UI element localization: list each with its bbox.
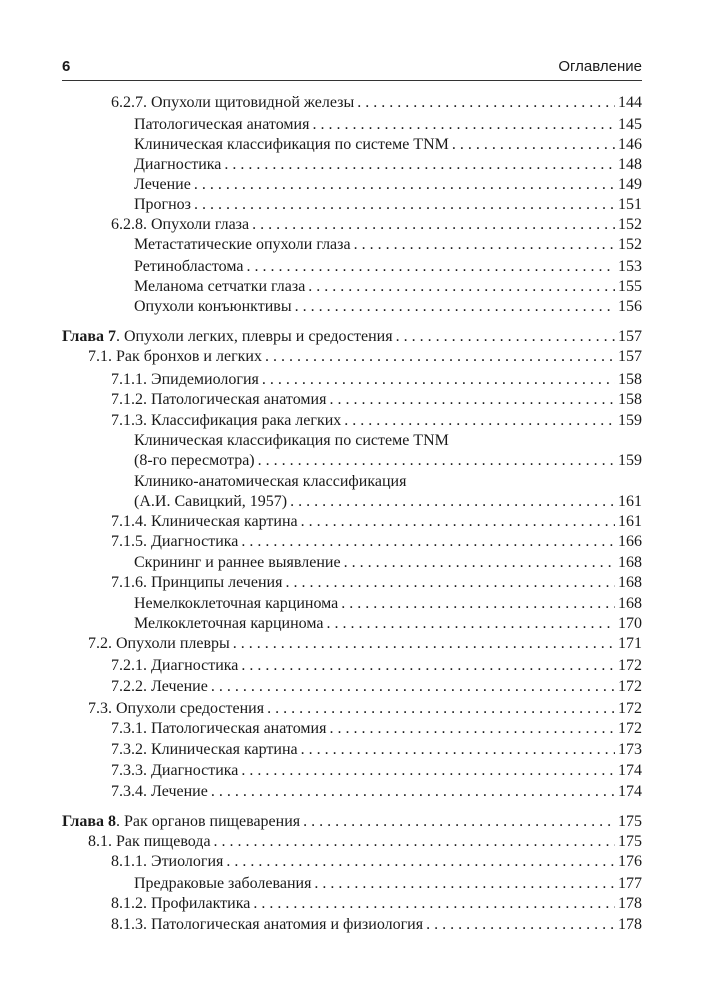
toc-entry-text: Клиническая классификация по системе TNM <box>134 432 449 449</box>
toc-entry-page: 175 <box>618 833 642 850</box>
dot-leader <box>253 894 615 914</box>
toc-entry-page: 158 <box>618 371 642 388</box>
toc-entry-title <box>111 215 249 235</box>
toc-entry-text: 6.2.7. Опухоли щитовидной железы <box>111 94 355 111</box>
toc-entry-text: Клинико-анатомическая классификация <box>134 473 407 490</box>
toc-entry <box>134 155 642 175</box>
toc-entry-title <box>111 852 223 872</box>
toc-entry-title <box>134 431 449 451</box>
toc-entry-title <box>88 699 264 719</box>
dot-leader <box>285 573 615 593</box>
toc-entry <box>134 492 642 512</box>
toc-entry <box>134 257 642 277</box>
toc-entry <box>134 235 642 255</box>
toc-entry-page: 172 <box>618 678 642 695</box>
toc-entry-text: Ретинобластома <box>134 258 244 275</box>
dot-leader <box>329 719 615 739</box>
toc-entry-page: 157 <box>618 328 642 345</box>
toc-entry <box>111 411 642 431</box>
dot-leader <box>233 634 615 654</box>
toc-entry-title <box>111 390 326 410</box>
toc-entry-title <box>134 115 309 135</box>
toc-entry-title <box>134 235 351 255</box>
toc-entry <box>111 915 642 935</box>
toc-entry-page: 151 <box>618 196 642 213</box>
toc-entry <box>111 532 642 552</box>
toc-entry-text: 8.1. Рак пищевода <box>88 833 211 850</box>
toc-entry-page: 144 <box>618 94 642 111</box>
dot-leader <box>241 532 615 552</box>
toc-entry-text: Клиническая классификация по системе TNM <box>134 136 449 153</box>
toc-entry-title <box>134 874 311 894</box>
toc-entry <box>134 874 642 894</box>
toc-entry-page: 153 <box>618 258 642 275</box>
toc-entry-text: 8.1.2. Профилактика <box>111 895 251 912</box>
toc-entry-title <box>111 411 341 431</box>
dot-leader <box>241 656 615 676</box>
toc-entry <box>134 614 642 634</box>
toc-entry-page: 168 <box>618 554 642 571</box>
toc-entry <box>111 740 642 760</box>
toc-entry-text: 7.1.2. Патологическая анатомия <box>111 391 327 408</box>
toc-entry-title <box>111 93 354 113</box>
toc-entry <box>88 832 642 852</box>
toc-entry-text: 7.3.3. Диагностика <box>111 762 239 779</box>
toc-entry-text: (А.И. Савицкий, 1957) <box>134 493 288 510</box>
toc-entry <box>111 390 642 410</box>
toc-entry-title <box>134 297 292 317</box>
dot-leader <box>308 277 615 297</box>
toc-entry-title <box>134 257 243 277</box>
chapter-label: Глава 7 <box>62 328 116 345</box>
toc-entry-text: 7.2. Опухоли плевры <box>88 635 230 652</box>
toc-entry-text: 7.1.6. Принципы лечения <box>111 574 283 591</box>
dot-leader <box>246 257 615 277</box>
toc-entry-page: 166 <box>618 533 642 550</box>
dot-leader <box>344 411 615 431</box>
toc-entry-text: Опухоли конъюнктивы <box>134 298 292 315</box>
toc-entry-page: 159 <box>618 452 642 469</box>
toc-entry-page: 168 <box>618 574 642 591</box>
dot-leader <box>258 451 615 471</box>
toc-entry <box>134 115 642 135</box>
toc-entry-text: 7.1. Рак бронхов и легких <box>88 348 262 365</box>
dot-leader <box>357 93 615 113</box>
toc-entry-text: Диагностика <box>134 156 222 173</box>
dot-leader <box>301 512 615 532</box>
toc-entry-page: 145 <box>618 116 642 133</box>
toc-entry-text: Метастатические опухоли глаза <box>134 236 351 253</box>
toc-entry <box>111 215 642 235</box>
page-header <box>62 56 642 81</box>
toc-entry-page: 152 <box>618 216 642 233</box>
toc-entry-text: 7.3.2. Клиническая картина <box>111 741 298 758</box>
toc-entry-text: Мелкоклеточная карцинома <box>134 615 324 632</box>
dot-leader <box>262 370 615 390</box>
dot-leader <box>265 347 615 367</box>
toc-entry-title <box>111 719 326 739</box>
chapter-label: Глава 8 <box>62 813 116 830</box>
toc-entry-text: 7.1.5. Диагностика <box>111 533 239 550</box>
toc-entry <box>134 451 642 471</box>
toc-entry-page: 156 <box>618 298 642 315</box>
toc-entry <box>111 761 642 781</box>
toc-entry-page: 175 <box>618 813 642 830</box>
dot-leader <box>396 327 615 347</box>
toc-entry-text: 7.1.4. Клиническая картина <box>111 513 298 530</box>
toc-entry <box>134 553 642 573</box>
dot-leader <box>354 235 615 255</box>
toc-entry-text: 7.2.2. Лечение <box>111 678 208 695</box>
toc-entry-title <box>111 740 298 760</box>
toc-entry-text: 8.1.1. Этиология <box>111 853 224 870</box>
toc-entry-page: 178 <box>618 895 642 912</box>
dot-leader <box>314 874 615 894</box>
toc-entry-title <box>134 594 338 614</box>
toc-entry-title <box>62 812 300 832</box>
toc-entry <box>134 297 642 317</box>
toc-entry-text: . Рак органов пищеварения <box>116 813 301 830</box>
dot-leader <box>267 699 615 719</box>
toc-entry-page: 178 <box>618 916 642 933</box>
toc-entry-text: Прогноз <box>134 196 191 213</box>
toc-entry-page: 177 <box>618 875 642 892</box>
toc-entry-title <box>111 782 208 802</box>
toc-entry <box>111 573 642 593</box>
toc-entry-title <box>111 370 259 390</box>
toc-entry-page: 159 <box>618 412 642 429</box>
toc-entry-title <box>88 347 262 367</box>
dot-leader <box>341 594 615 614</box>
toc-entry-page: 172 <box>618 720 642 737</box>
toc-entry-title <box>134 155 221 175</box>
dot-leader <box>327 614 616 634</box>
dot-leader <box>301 740 615 760</box>
toc-entry-text: Меланома сетчатки глаза <box>134 278 306 295</box>
toc-entry-title <box>134 277 305 297</box>
toc-entry-text: 7.1.1. Эпидемиология <box>111 371 259 388</box>
toc-entry <box>134 277 642 297</box>
toc-entry-page: 146 <box>618 136 642 153</box>
dot-leader <box>211 782 615 802</box>
toc-entry-title <box>88 634 230 654</box>
toc-entry-text: 7.1.3. Классификация рака легких <box>111 412 342 429</box>
toc-entry <box>134 594 642 614</box>
toc-entry <box>62 327 642 347</box>
toc-entry <box>111 719 642 739</box>
toc-entry-page: 168 <box>618 595 642 612</box>
toc-entry-page: 174 <box>618 762 642 779</box>
dot-leader <box>329 390 615 410</box>
toc-entry-page: 152 <box>618 236 642 253</box>
toc-entry-page: 155 <box>618 278 642 295</box>
toc-entry <box>111 656 642 676</box>
toc-entry <box>134 195 642 215</box>
toc-entry-text: Немелкоклеточная карцинома <box>134 595 339 612</box>
toc-entry-page: 173 <box>618 741 642 758</box>
toc-entry-title <box>134 195 191 215</box>
toc-entry-page: 171 <box>618 635 642 652</box>
toc-entry <box>134 135 642 155</box>
toc-entry-title <box>134 614 324 634</box>
toc-entry-title <box>134 553 341 573</box>
toc-entry-title <box>88 832 211 852</box>
toc-entry-title <box>134 472 406 492</box>
running-title: Оглавление <box>558 58 642 75</box>
toc-entry-title <box>134 492 287 512</box>
toc-entry-page: 170 <box>618 615 642 632</box>
dot-leader <box>295 297 615 317</box>
toc-entry-text: 7.3.4. Лечение <box>111 783 208 800</box>
toc-entry-page: 176 <box>618 853 642 870</box>
toc-entry-title <box>62 327 393 347</box>
dot-leader <box>303 812 615 832</box>
dot-leader <box>252 215 615 235</box>
toc-entry-title <box>134 135 449 155</box>
toc-entry <box>111 512 642 532</box>
toc-entry-text: (8-го пересмотра) <box>134 452 255 469</box>
dot-leader <box>226 852 615 872</box>
toc-entry-text: Скрининг и раннее выявление <box>134 554 341 571</box>
toc-entry <box>134 431 449 451</box>
toc-entry <box>62 812 642 832</box>
toc-entry-text: 7.3. Опухоли средостения <box>88 700 265 717</box>
dot-leader <box>344 553 615 573</box>
toc-entry-text: 8.1.3. Патологическая анатомия и физиология <box>111 916 424 933</box>
dot-leader <box>194 195 615 215</box>
dot-leader <box>426 915 615 935</box>
toc-entry-title <box>111 761 238 781</box>
toc-entry-title <box>111 677 208 697</box>
dot-leader <box>452 135 615 155</box>
dot-leader <box>211 677 615 697</box>
toc-entry-text: 7.2.1. Диагностика <box>111 657 239 674</box>
toc-entry-text: . Опухоли легких, плевры и средостения <box>116 328 393 345</box>
toc-entry <box>134 472 406 492</box>
toc-entry-title <box>134 175 191 195</box>
toc-entry <box>111 894 642 914</box>
toc-entry-title <box>111 512 298 532</box>
toc-entry <box>111 370 642 390</box>
toc-entry <box>111 93 642 113</box>
toc-entry-text: 6.2.8. Опухоли глаза <box>111 216 250 233</box>
toc-entry <box>88 699 642 719</box>
toc-entry <box>88 634 642 654</box>
dot-leader <box>241 761 615 781</box>
dot-leader <box>224 155 615 175</box>
toc-entry-title <box>111 532 238 552</box>
page-number: 6 <box>62 58 71 75</box>
toc-entry-page: 172 <box>618 700 642 717</box>
toc-entry <box>111 852 642 872</box>
toc-entry-title <box>111 573 282 593</box>
toc-entry-page: 172 <box>618 657 642 674</box>
toc-entry-text: Лечение <box>134 176 191 193</box>
dot-leader <box>214 832 615 852</box>
dot-leader <box>194 175 615 195</box>
toc-entry-title <box>134 451 255 471</box>
toc-entry-page: 161 <box>618 513 642 530</box>
toc-entry-text: 7.3.1. Патологическая анатомия <box>111 720 327 737</box>
toc-entry-text: Патологическая анатомия <box>134 116 310 133</box>
toc-entry <box>134 175 642 195</box>
dot-leader <box>312 115 615 135</box>
toc-entry <box>111 782 642 802</box>
toc-entry-page: 157 <box>618 348 642 365</box>
toc-entry-page: 148 <box>618 156 642 173</box>
toc-entry-page: 149 <box>618 176 642 193</box>
toc-entry-page: 174 <box>618 783 642 800</box>
toc-entry-page: 158 <box>618 391 642 408</box>
toc-entry <box>111 677 642 697</box>
toc-entry-title <box>111 894 250 914</box>
toc-entry-title <box>111 656 238 676</box>
toc-entry-page: 161 <box>618 493 642 510</box>
toc-entry-title <box>111 915 423 935</box>
dot-leader <box>290 492 615 512</box>
toc-entry-text: Предраковые заболевания <box>134 875 312 892</box>
toc-entry <box>88 347 642 367</box>
